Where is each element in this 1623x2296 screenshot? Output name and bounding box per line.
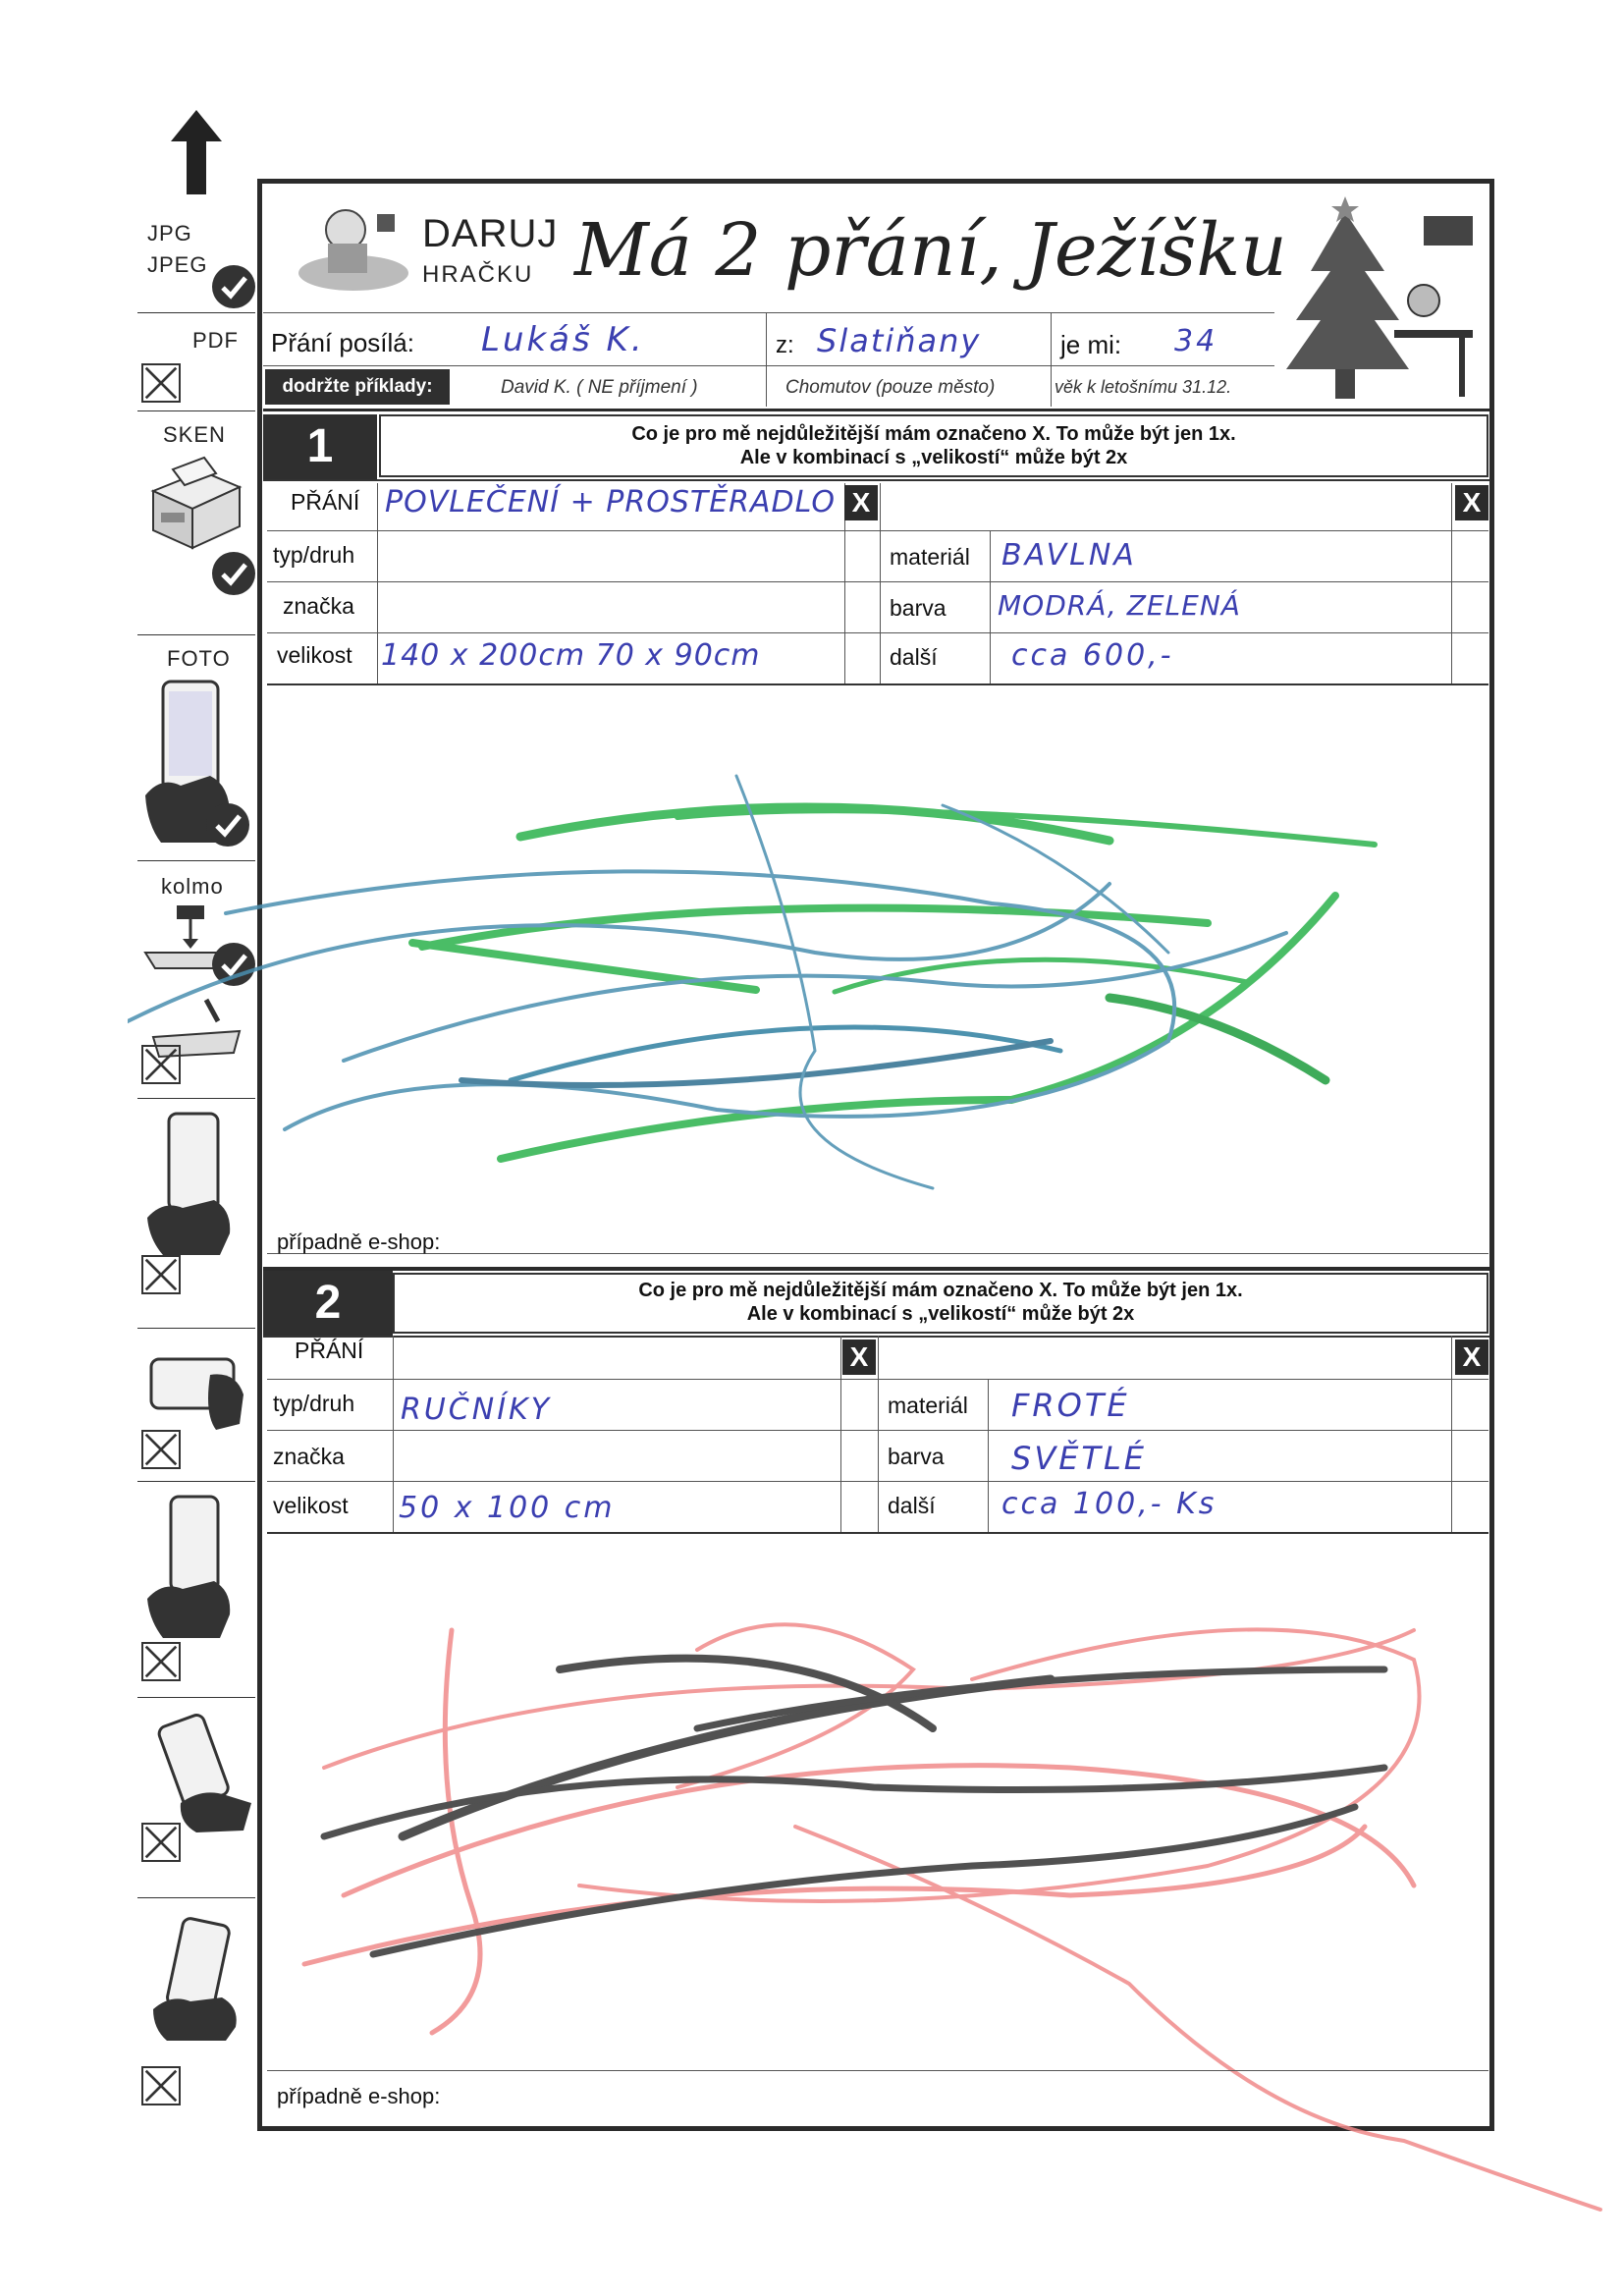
example-name: David K. ( NE příjmení ) — [501, 377, 698, 398]
arrow-up-icon — [167, 108, 226, 196]
field-label: barva — [890, 595, 947, 621]
sender-label: Přání posílá: — [271, 328, 414, 357]
x-box-icon[interactable] — [141, 1255, 181, 1294]
wish-number: 2 — [263, 1271, 393, 1336]
check-icon[interactable] — [212, 552, 255, 595]
age-field[interactable]: 34 — [1174, 324, 1218, 358]
field-label: další — [888, 1493, 936, 1518]
child-crayon-drawing-1 — [128, 727, 1404, 1198]
format-jpg-label: JPG JPEG — [147, 221, 208, 277]
age-label: je mi: — [1060, 330, 1122, 359]
examples-label: dodržte příklady: — [265, 369, 450, 405]
field-label: velikost — [273, 1493, 349, 1518]
field-label: typ/druh — [273, 1391, 355, 1416]
page-title: Má 2 přání, Ježíšku — [574, 208, 1287, 293]
field-label: materiál — [890, 544, 970, 570]
wish-field-value[interactable]: SVĚTLÉ — [1011, 1440, 1148, 1477]
town-field[interactable]: Slatiňany — [817, 322, 982, 359]
x-box-icon[interactable] — [141, 1642, 181, 1681]
town-label: z: — [776, 332, 794, 358]
x-box-icon[interactable] — [141, 1430, 181, 1469]
check-icon[interactable] — [212, 265, 255, 308]
field-label: PŘÁNÍ — [291, 489, 360, 515]
wish-field-value[interactable]: 50 x 100 cm — [399, 1491, 616, 1525]
sender-name-field[interactable]: Lukáš K. — [481, 320, 645, 359]
logo-text-hracku: HRAČKU — [422, 261, 534, 288]
priority-x-mark[interactable]: X — [844, 485, 878, 520]
eshop-label: případně e-shop: — [277, 2084, 441, 2108]
field-label: PŘÁNÍ — [295, 1338, 364, 1363]
format-perpendicular-label: kolmo — [161, 874, 224, 899]
wish-field-value[interactable]: 140 x 200cm 70 x 90cm — [381, 638, 761, 673]
field-label: materiál — [888, 1393, 968, 1418]
format-scan-label: SKEN — [163, 422, 226, 447]
x-box-icon[interactable] — [141, 363, 181, 403]
x-box-icon[interactable] — [141, 2066, 181, 2105]
wish-field-value[interactable]: BAVLNA — [1001, 538, 1137, 573]
santa-toy-logo-icon — [295, 196, 422, 295]
hand-phone-icon — [141, 1493, 249, 1640]
example-age: věk k letošnímu 31.12. — [1055, 377, 1232, 397]
tilted-hand-phone-icon — [141, 1709, 259, 1836]
field-label: značka — [273, 1444, 345, 1469]
format-pdf-label: PDF — [192, 328, 239, 353]
field-label: barva — [888, 1444, 945, 1469]
wish-field-value[interactable]: cca 100,- Ks — [1001, 1487, 1217, 1521]
wish-instruction: Co je pro mě nejdůležitější mám označeno X. To může být jen 1x. Ale v kombinací s „velikostí“ může být 2x — [631, 423, 1236, 468]
landscape-phone-icon — [141, 1345, 249, 1434]
format-photo-label: FOTO — [167, 646, 231, 671]
priority-x-mark[interactable]: X — [1455, 485, 1488, 520]
wish-instruction: Co je pro mě nejdůležitější mám označeno X. To může být jen 1x. Ale v kombinací s „velikostí“ může být 2x — [638, 1280, 1243, 1325]
field-label: typ/druh — [273, 542, 355, 568]
example-town: Chomutov (pouze město) — [785, 377, 996, 398]
wish-field-value[interactable]: MODRÁ, ZELENÁ — [998, 589, 1241, 622]
x-box-icon[interactable] — [141, 1823, 181, 1862]
logo-text-daruj: DARUJ — [422, 212, 559, 255]
child-crayon-drawing-2 — [285, 1571, 1623, 2219]
wish-field-value[interactable]: FROTÉ — [1011, 1387, 1130, 1424]
angled-hand-phone-icon — [147, 1915, 245, 2043]
wish-number: 1 — [263, 414, 377, 479]
scanner-icon — [143, 452, 245, 560]
wish-field-value[interactable]: RUČNÍKY — [401, 1393, 553, 1427]
priority-x-mark[interactable]: X — [842, 1339, 876, 1375]
field-label: velikost — [277, 642, 352, 668]
field-label: značka — [283, 593, 354, 619]
christmas-tree-child-icon — [1276, 192, 1483, 409]
wish-field-value[interactable]: cca 600,- — [1011, 638, 1174, 673]
eshop-label: případně e-shop: — [277, 1230, 441, 1254]
field-label: další — [890, 644, 938, 670]
priority-x-mark[interactable]: X — [1455, 1339, 1488, 1375]
wish-field-value[interactable]: POVLEČENÍ + PROSTĚRADLO — [385, 485, 837, 519]
